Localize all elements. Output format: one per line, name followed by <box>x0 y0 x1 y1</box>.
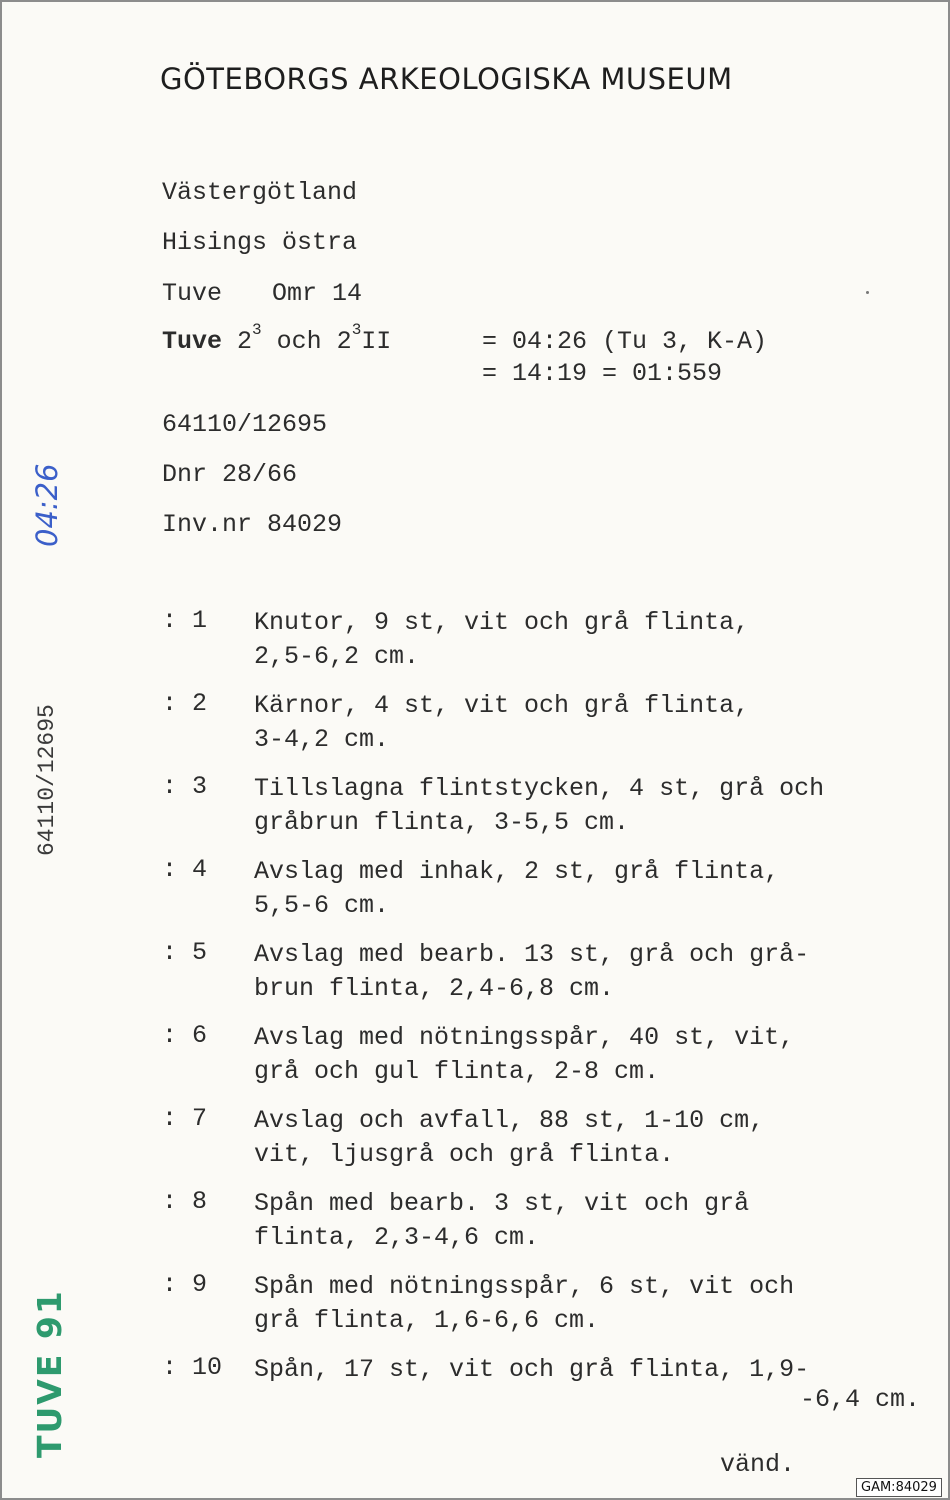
turn-over-note: vänd. <box>720 1450 796 1479</box>
dnr-number: Dnr 28/66 <box>162 460 298 489</box>
item-number: : 9 <box>162 1270 208 1299</box>
item-description: Tillslagna flintstycken, 4 st, grå och gråbrun flinta, 3-5,5 cm. <box>254 774 825 837</box>
site-line <box>162 321 392 356</box>
item-description: Avslag och avfall, 88 st, 1-10 cm, vit, ljusgrå och grå flinta. <box>254 1106 765 1169</box>
item-description: Knutor, 9 st, vit och grå flinta, 2,5-6,2 cm. <box>254 608 750 671</box>
item-description: Kärnor, 4 st, vit och grå flinta, 3-4,2 cm. <box>254 691 750 754</box>
item-number: : 4 <box>162 855 208 884</box>
item-description: Spån med nötningsspår, 6 st, vit och grå flinta, 1,6-6,6 cm. <box>254 1272 795 1335</box>
site-equivalence-2: = 14:19 = 01:559 <box>482 359 723 388</box>
item-number: : 2 <box>162 689 208 718</box>
area-number: Omr 14 <box>272 279 363 308</box>
item-number: : 8 <box>162 1187 208 1216</box>
site-b: 2 <box>336 327 352 356</box>
list-item <box>162 689 932 772</box>
site-a: 2 <box>237 327 253 356</box>
list-item <box>162 606 932 689</box>
list-item <box>162 1187 932 1270</box>
parish-text: Hisings östra <box>162 228 358 257</box>
inventory-number: Inv.nr 84029 <box>162 510 343 539</box>
item-number: : 3 <box>162 772 208 801</box>
item-number: : 1 <box>162 606 208 635</box>
site-b-suffix: II <box>361 327 392 356</box>
item-number: : 6 <box>162 1021 208 1050</box>
list-item <box>162 1353 932 1436</box>
site-stamp: TUVE 91 <box>30 1289 69 1458</box>
item-description: Avslag med inhak, 2 st, grå flinta, 5,5-6 cm. <box>254 857 780 920</box>
list-item <box>162 1104 932 1187</box>
handwritten-note: 04:26 <box>30 463 64 547</box>
area-line <box>162 279 362 308</box>
site-a-sup: 3 <box>252 321 262 339</box>
list-item <box>162 855 932 938</box>
item-description: Avslag med bearb. 13 st, grå och grå- brun flinta, 2,4-6,8 cm. <box>254 940 810 1003</box>
side-accession-number: 64110/12695 <box>34 704 60 856</box>
site-join: och <box>261 327 337 356</box>
list-item <box>162 1021 932 1104</box>
accession-number: 64110/12695 <box>162 410 328 439</box>
item-list <box>162 606 932 1436</box>
list-item <box>162 1270 932 1353</box>
ink-speck <box>866 291 869 294</box>
item-description-continued: -6,4 cm. <box>799 1385 920 1414</box>
item-description: Avslag med nötningsspår, 40 st, vit, grå och gul flinta, 2-8 cm. <box>254 1023 795 1086</box>
site-b-sup: 3 <box>351 321 362 339</box>
item-description: Spån med bearb. 3 st, vit och grå flinta, 2,3-4,6 cm. <box>254 1189 750 1252</box>
region-text: Västergötland <box>162 178 358 207</box>
list-item <box>162 938 932 1021</box>
site-name: Tuve <box>162 327 223 356</box>
item-number: : 5 <box>162 938 208 967</box>
area-name: Tuve <box>162 279 223 308</box>
item-description: Spån, 17 st, vit och grå flinta, 1,9- <box>254 1355 810 1384</box>
museum-title: GÖTEBORGS ARKEOLOGISKA MUSEUM <box>160 62 733 96</box>
site-equivalence-1: = 04:26 (Tu 3, K-A) <box>482 327 768 356</box>
item-number: : 7 <box>162 1104 208 1133</box>
list-item <box>162 772 932 855</box>
item-number: : 10 <box>162 1353 223 1382</box>
reference-badge: GAM:84029 <box>856 1478 942 1497</box>
